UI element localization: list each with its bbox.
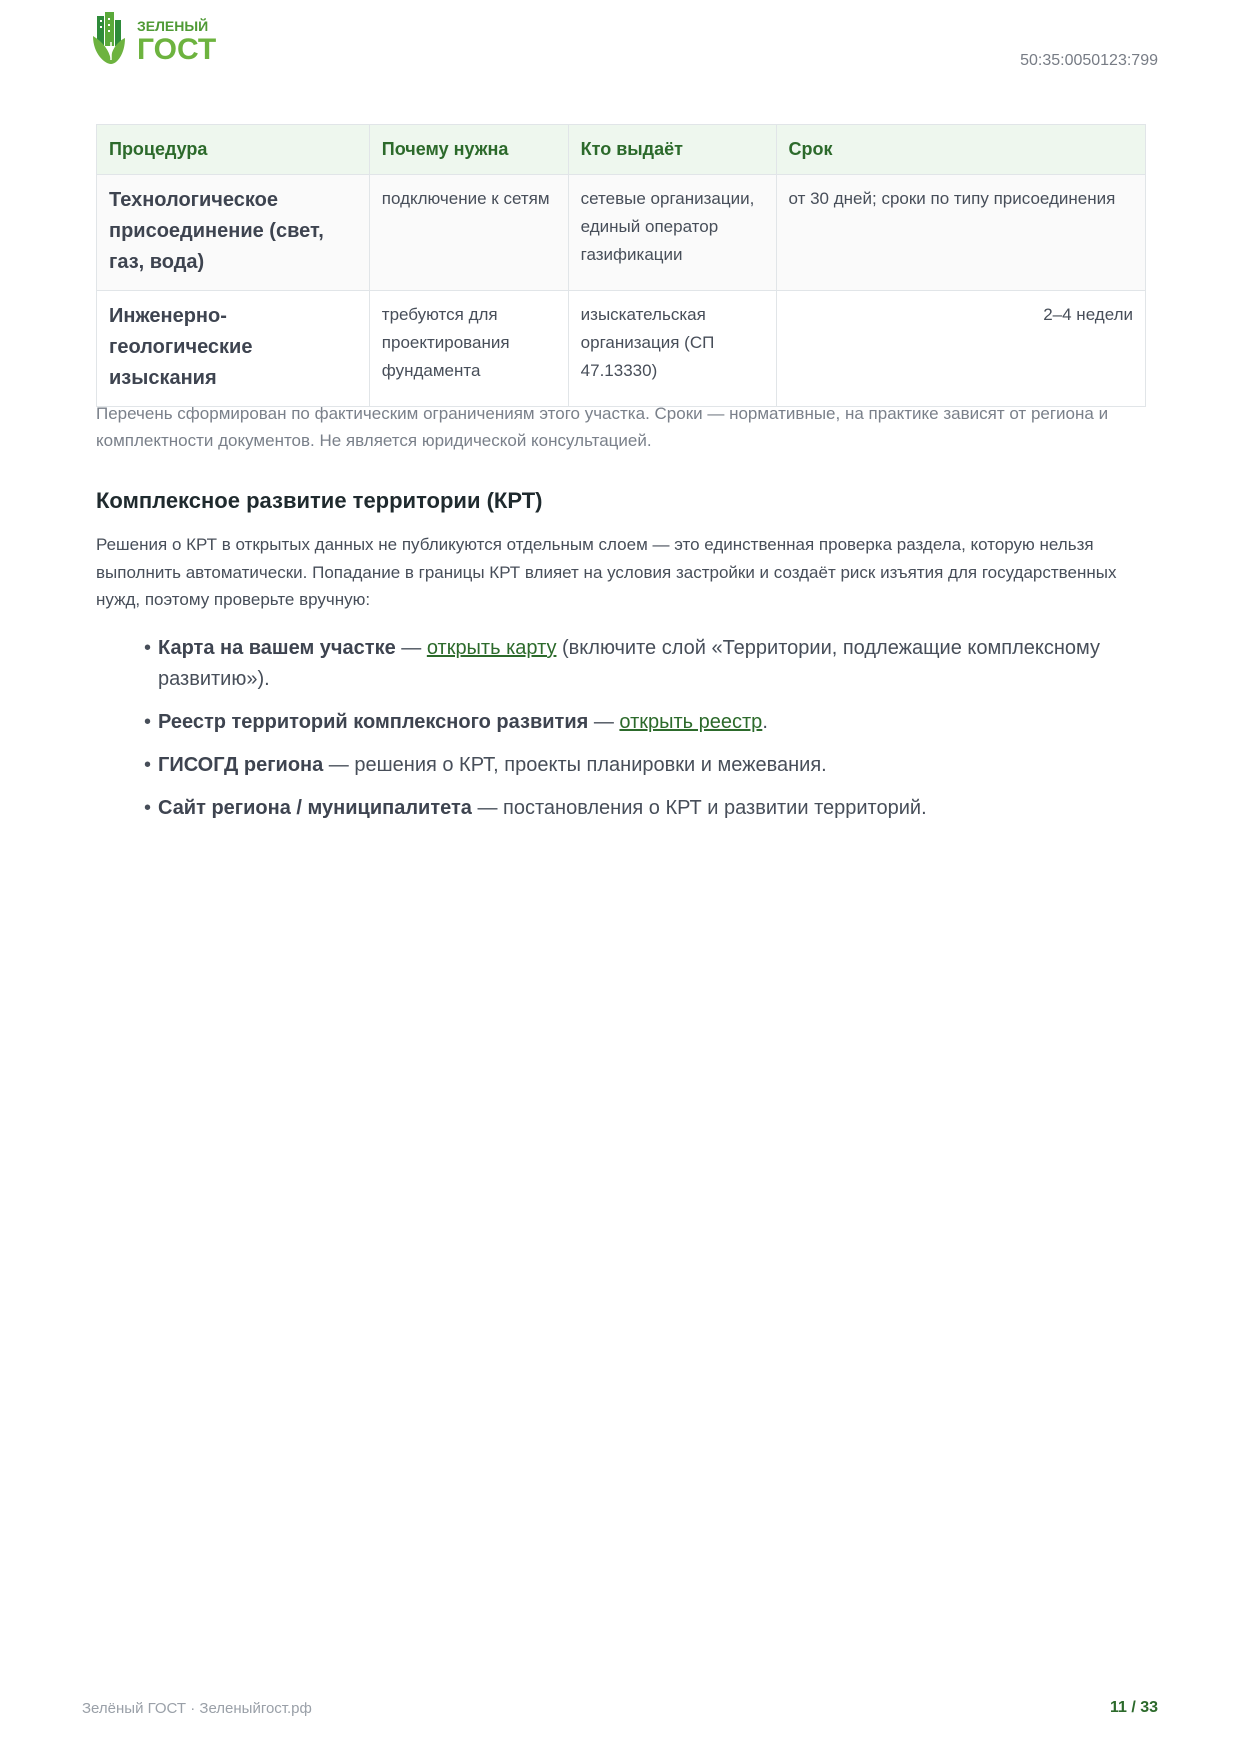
issuer-cell: сетевые организации, единый оператор газификации	[568, 175, 776, 291]
term-cell: от 30 дней; сроки по типу присоединения	[776, 175, 1145, 291]
item-text: (включите слой «Территории, подлежащие комплексному развитию»).	[158, 637, 1100, 690]
procedure-cell: Технологическое присоединение (свет, газ, вода)	[97, 175, 370, 291]
item-title: Сайт региона / муниципалитета	[158, 797, 472, 819]
open-map-link[interactable]: открыть карту	[426, 637, 557, 659]
logo-buildings-leaf-icon	[91, 12, 217, 66]
table-header-row	[97, 125, 1146, 175]
open-registry-link[interactable]: открыть реестр	[619, 711, 763, 733]
column-header: Почему нужна	[369, 125, 568, 175]
why-cell: подключение к сетям	[369, 175, 568, 291]
brand-logo	[91, 12, 217, 66]
item-dash: —	[588, 711, 620, 733]
column-header: Кто выдаёт	[568, 125, 776, 175]
column-header: Процедура	[97, 125, 370, 175]
page-number: 11 / 33	[1109, 1699, 1158, 1716]
item-text: — постановления о КРТ и развитии территорий.	[471, 797, 927, 819]
procedures-table	[96, 124, 1146, 407]
item-title: Реестр территорий комплексного развития	[158, 711, 589, 733]
table-note: Перечень сформирован по фактическим ограничениям этого участка. Сроки — нормативные, на практике зависят от региона и комплектности документов. Не является юридической консультацией.	[96, 404, 1109, 450]
logo-line2: ГОСТ	[137, 33, 217, 66]
bullet: •	[144, 754, 152, 776]
item-dash: —	[395, 637, 427, 659]
column-header: Срок	[776, 125, 1145, 175]
procedure-cell: Инженерно-геологические изыскания	[97, 291, 370, 407]
list-item	[144, 793, 1144, 824]
list-item	[144, 750, 1144, 781]
check-list	[144, 633, 1144, 836]
table-row	[97, 291, 1146, 407]
list-item	[144, 633, 1144, 695]
table-row	[97, 175, 1146, 291]
issuer-cell: изыскательская организация (СП 47.13330)	[568, 291, 776, 407]
footer-brand: Зелёный ГОСТ · Зеленыйгост.рф	[82, 1700, 312, 1717]
bullet: •	[144, 711, 152, 733]
cadastral-number: 50:35:0050123:799	[1020, 52, 1158, 69]
why-cell: требуются для проектирования фундамента	[369, 291, 568, 407]
item-title: Карта на вашем участке	[158, 637, 396, 659]
term-cell: 2–4 недели	[776, 291, 1145, 407]
list-item	[144, 707, 1144, 738]
item-text: .	[762, 711, 768, 733]
section-paragraph: Решения о КРТ в открытых данных не публикуются отдельным слоем — это единственная проверка раздела, которую нельзя выполнить автоматически. Попадание в границы КРТ влияет на условия застройки и создаёт риск изъятия для государственных нужд, поэтому проверьте вручную:	[96, 535, 1117, 609]
section-title: Комплексное развитие территории (КРТ)	[96, 488, 543, 513]
bullet: •	[144, 797, 152, 819]
logo-line1: ЗЕЛЕНЫЙ	[137, 18, 209, 34]
bullet: •	[144, 637, 152, 659]
item-title: ГИСОГД региона	[158, 754, 324, 776]
item-text: — решения о КРТ, проекты планировки и межевания.	[323, 754, 827, 776]
